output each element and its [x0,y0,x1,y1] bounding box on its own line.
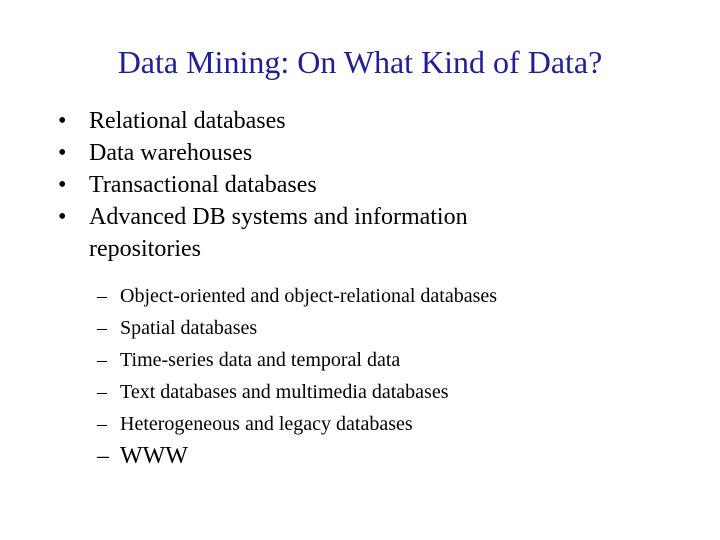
dash-marker: – [97,349,107,371]
bullet-text: Advanced DB systems and information [89,204,468,230]
bullet-marker: • [58,108,67,134]
sub-bullet-text: Heterogeneous and legacy databases [120,413,413,435]
slide-title: Data Mining: On What Kind of Data? [117,44,603,80]
sub-bullet-text: Time-series data and temporal data [120,349,401,371]
sub-bullet-text: Text databases and multimedia databases [120,381,449,403]
dash-marker: – [97,413,107,435]
dash-marker: – [97,317,107,339]
bullet-text: Data warehouses [89,140,253,166]
bullet-text: Transactional databases [89,172,317,198]
sub-bullet-text: WWW [120,443,188,469]
bullet-text: Relational databases [89,108,286,134]
dash-marker: – [97,381,107,403]
sub-bullet-text: Object-oriented and object-relational databases [120,285,498,307]
bullet-marker: • [58,172,67,198]
dash-marker: – [97,443,109,469]
dash-marker: – [97,285,107,307]
bullet-text-continued: repositories [89,236,201,262]
bullet-marker: • [58,140,67,166]
sub-bullet-text: Spatial databases [120,317,258,339]
bullet-marker: • [58,204,67,230]
